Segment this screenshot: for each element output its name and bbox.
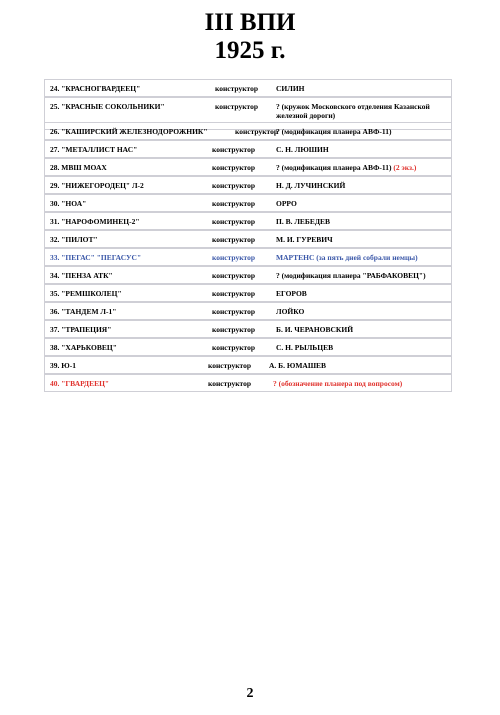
role-label: конструктор (215, 84, 259, 93)
glider-name: 25. "КРАСНЫЕ СОКОЛЬНИКИ" (50, 102, 165, 111)
glider-name: 28. МВШ МОАХ (50, 163, 107, 172)
table-row (44, 212, 452, 230)
glider-name: 40. "ГВАРДЕЕЦ" (50, 379, 110, 388)
designer-name: ? (кружок Московского отделения Казанской железной дороги) (276, 102, 430, 120)
designer-name: С. Н. ЛЮШИН (276, 145, 329, 154)
table-row (44, 194, 452, 212)
glider-name: 24. "КРАСНОГВАРДЕЕЦ" (50, 84, 141, 93)
role-label: конструктор (212, 271, 256, 280)
glider-name: 38. "ХАРЬКОВЕЦ" (50, 343, 117, 352)
designer-name: Б. И. ЧЕРАНОВСКИЙ (276, 325, 354, 334)
designer-name: А. Б. ЮМАШЕВ (269, 361, 327, 370)
glider-name: 27. "МЕТАЛЛИСТ НАС" (50, 145, 138, 154)
glider-name: 26. "КАШИРСКИЙ ЖЕЛЕЗНОДОРОЖНИК" (50, 127, 208, 136)
table-row (44, 248, 452, 266)
role-label: конструктор (212, 289, 256, 298)
designer-name: ЛОЙКО (276, 307, 305, 316)
role-label: конструктор (212, 163, 256, 172)
role-label: конструктор (212, 145, 256, 154)
designer-text: ? (модификация планера АВФ-11) (276, 163, 392, 172)
page-subtitle-year: 1925 г. (214, 37, 286, 64)
role-label: конструктор (212, 253, 256, 262)
designer-name: Н. Д. ЛУЧИНСКИЙ (276, 181, 346, 190)
table-row (44, 356, 452, 374)
designer-name: ЕГОРОВ (276, 289, 307, 298)
designer-name: П. В. ЛЕБЕДЕВ (276, 217, 331, 226)
table-row (44, 338, 452, 356)
designer-name: ? (модификация планера "РАБФАКОВЕЦ") (276, 271, 426, 280)
designer-name: С. Н. РЫЛЬЦЕВ (276, 343, 334, 352)
glider-name: 32. "ПИЛОТ" (50, 235, 98, 244)
designer-name: М. И. ГУРЕВИЧ (276, 235, 333, 244)
role-label: конструктор (235, 127, 279, 136)
glider-name: 37. "ТРАПЕЦИЯ" (50, 325, 112, 334)
role-label: конструктор (215, 102, 259, 111)
glider-name: 34. "ПЕНЗА АТК" (50, 271, 113, 280)
role-label: конструктор (212, 217, 256, 226)
glider-name: 33. "ПЕГАС" "ПЕГАСУС" (50, 253, 142, 262)
table-row (44, 284, 452, 302)
glider-name: 36. "ТАНДЕМ Л-1" (50, 307, 117, 316)
role-label: конструктор (212, 343, 256, 352)
table-row (44, 140, 452, 158)
glider-name: 29. "НИЖЕГОРОДЕЦ" Л-2 (50, 181, 144, 190)
table-row (44, 176, 452, 194)
table-row (44, 158, 452, 176)
role-label: конструктор (208, 379, 252, 388)
role-label: конструктор (212, 199, 256, 208)
copies-note: (2 экз.) (393, 163, 417, 172)
table-row (44, 230, 452, 248)
designer-name: ? (обозначение планера под вопросом) (273, 379, 403, 388)
designer-name: СИЛИН (276, 84, 305, 93)
role-label: конструктор (212, 307, 256, 316)
table-row (44, 122, 452, 140)
table-row (44, 320, 452, 338)
role-label: конструктор (212, 235, 256, 244)
glider-name: 31. "НАРОФОМИНЕЦ-2" (50, 217, 140, 226)
designer-name: МАРТЕНС (за пять дней собрали немцы) (276, 253, 418, 262)
role-label: конструктор (212, 181, 256, 190)
glider-name: 30. "НОА" (50, 199, 87, 208)
table-row (44, 374, 452, 392)
designer-name: ? (модификация планера АВФ-11) (276, 127, 392, 136)
designer-name (276, 163, 416, 172)
designer-name: ОРРО (276, 199, 297, 208)
table-row (44, 266, 452, 284)
page-number: 2 (246, 686, 254, 701)
page-title: III ВПИ (204, 9, 296, 36)
glider-name: 35. "РЕМШКОЛЕЦ" (50, 289, 122, 298)
role-label: конструктор (212, 325, 256, 334)
role-label: конструктор (208, 361, 252, 370)
table-row (44, 79, 452, 97)
table-row (44, 302, 452, 320)
glider-name: 39. Ю-1 (50, 361, 76, 370)
